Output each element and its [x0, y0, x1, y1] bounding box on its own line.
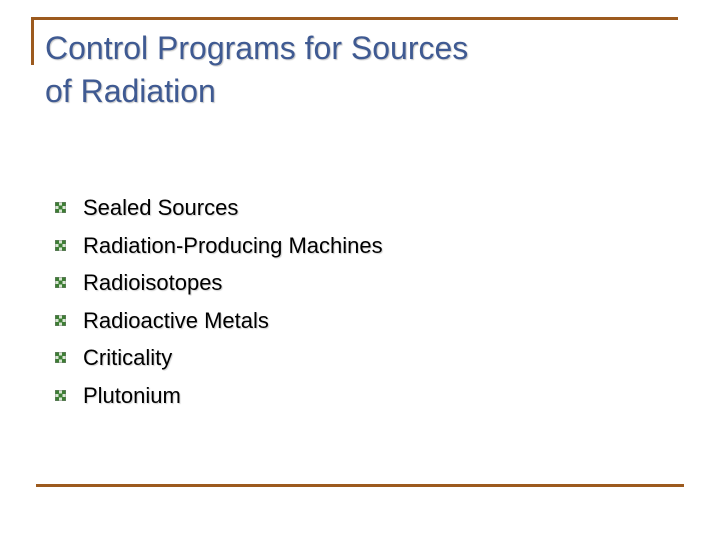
- bullet-item: [55, 377, 383, 415]
- bullet-text: Radioisotopes: [83, 270, 223, 295]
- top-rule: [31, 17, 678, 20]
- bullet-text: Radiation-Producing Machines: [83, 232, 383, 258]
- bullet-item: [55, 264, 383, 302]
- left-rule: [31, 17, 34, 65]
- bullet-text: Plutonium: [83, 382, 181, 408]
- bullet-item: [55, 339, 383, 377]
- bottom-rule: [36, 484, 684, 487]
- checkered-square-icon: [55, 202, 66, 213]
- checkered-square-icon: [55, 352, 66, 363]
- slide-title: [45, 27, 665, 113]
- bullet-text: Radioactive Metals: [83, 307, 269, 333]
- checkered-square-icon: [55, 315, 66, 326]
- bullet-text: Criticality: [83, 345, 173, 370]
- bullet-item: [55, 302, 383, 340]
- bullet-list: [55, 189, 383, 414]
- bullet-item: [55, 189, 383, 227]
- slide-title-line-2: of Radiation: [45, 73, 216, 109]
- checkered-square-icon: [55, 277, 66, 288]
- slide-title-line-1: Control Programs for Sources: [45, 30, 469, 66]
- checkered-square-icon: [55, 240, 66, 251]
- checkered-square-icon: [55, 390, 66, 401]
- bullet-text: Sealed Sources: [83, 195, 239, 220]
- bullet-item: [55, 227, 383, 265]
